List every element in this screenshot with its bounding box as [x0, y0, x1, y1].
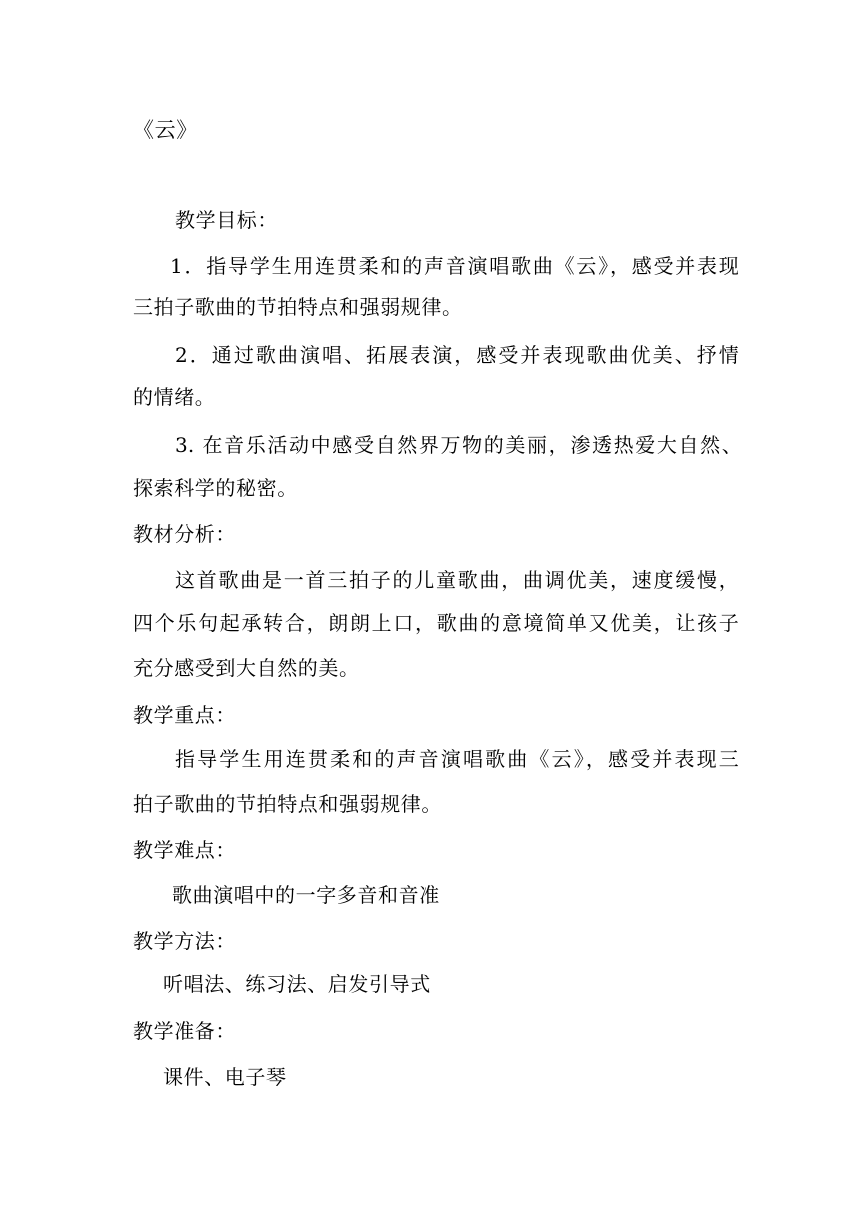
objective-1-line-1: 1．指导学生用连贯柔和的声音演唱歌曲《云》，感受并表现 — [170, 254, 739, 278]
objective-3-line-1: 3. 在音乐活动中感受自然界万物的美丽，渗透热爱大自然、 — [175, 433, 742, 457]
analysis-line-3: 充分感受到大自然的美。 — [133, 656, 360, 680]
objective-2-line-2: 的情绪。 — [133, 385, 216, 409]
objective-3-line-2: 探索科学的秘密。 — [133, 476, 298, 500]
objectives-heading: 教学目标： — [175, 208, 278, 232]
difficulties-heading: 教学难点： — [133, 838, 236, 862]
methods-text: 听唱法、练习法、启发引导式 — [163, 972, 431, 996]
key-points-heading: 教学重点： — [133, 703, 236, 727]
objective-1-line-2: 三拍子歌曲的节拍特点和强弱规律。 — [133, 295, 463, 319]
methods-heading: 教学方法： — [133, 929, 236, 953]
difficulties-text: 歌曲演唱中的一字多音和音准 — [172, 883, 440, 907]
key-points-line-2: 拍子歌曲的节拍特点和强弱规律。 — [133, 792, 442, 816]
analysis-line-2: 四个乐句起承转合，朗朗上口，歌曲的意境简单又优美，让孩子 — [133, 611, 739, 635]
objective-2-line-1: 2．通过歌曲演唱、拓展表演，感受并表现歌曲优美、抒情 — [175, 343, 739, 367]
key-points-line-1: 指导学生用连贯柔和的声音演唱歌曲《云》，感受并表现三 — [175, 747, 739, 771]
preparation-heading: 教学准备： — [133, 1019, 236, 1043]
analysis-line-1: 这首歌曲是一首三拍子的儿童歌曲，曲调优美，速度缓慢， — [175, 568, 739, 592]
document-title: 《云》 — [133, 118, 198, 142]
preparation-text: 课件、电子琴 — [163, 1065, 287, 1089]
analysis-heading: 教材分析： — [133, 522, 236, 546]
